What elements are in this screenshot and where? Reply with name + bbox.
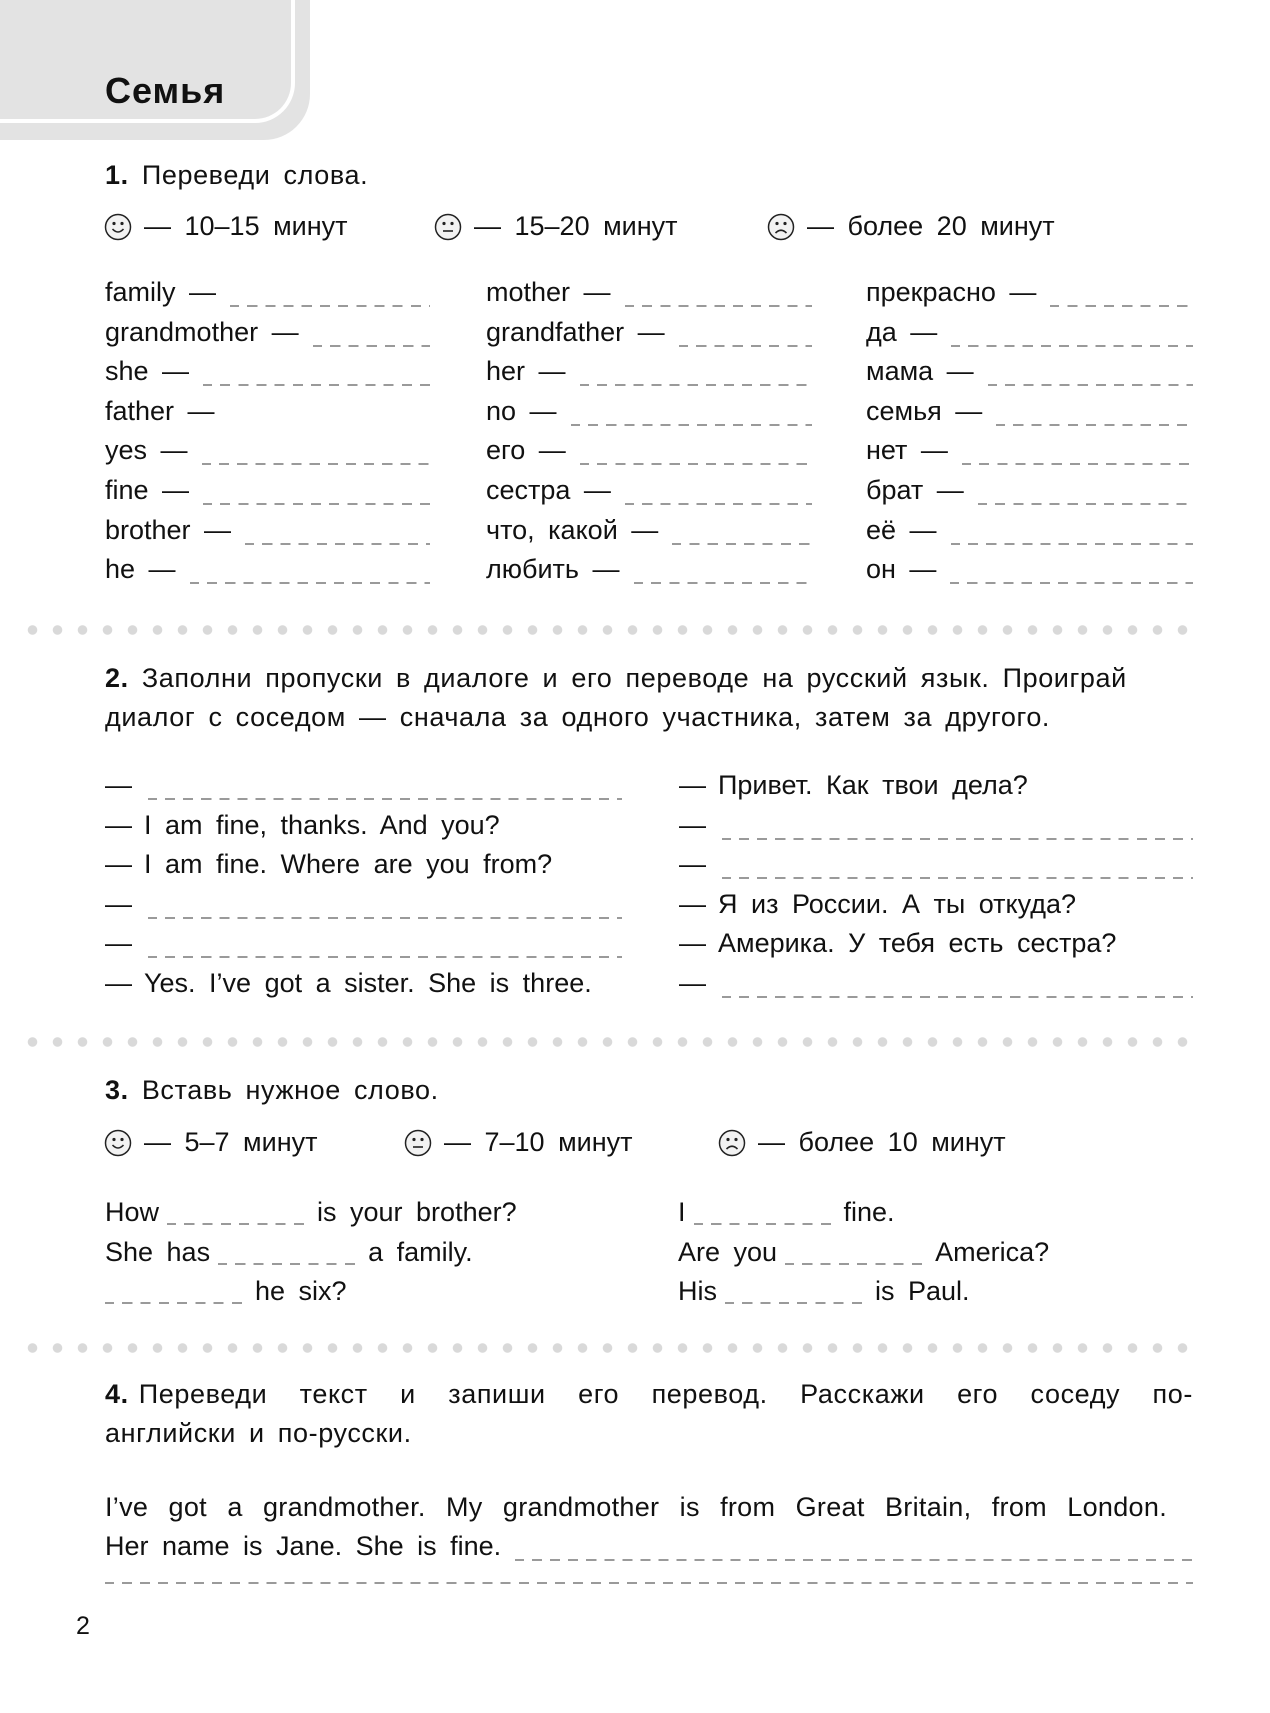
answer-blank[interactable] [105,1302,247,1304]
fill-sentence [678,1237,1049,1268]
fill-sentence [105,1197,517,1228]
answer-blank[interactable] [694,1223,836,1225]
word-label: brother — [105,514,232,545]
task2-instruction-line2: диалог с соседом — сначала за одного участника, затем за другого. [105,702,1051,732]
answer-blank[interactable] [580,463,812,465]
timing-item [718,1127,1006,1158]
timing-text: — более 10 минут [758,1127,1006,1157]
word-row [486,277,812,308]
answer-blank[interactable] [722,838,1193,840]
word-row [866,277,1193,308]
sentence-after: a family. [368,1236,473,1267]
smiley-sad-icon [767,213,795,241]
word-label: grandfather — [486,316,665,347]
sentence-before: How [105,1197,160,1227]
word-label: любить — [486,554,620,585]
answer-blank[interactable] [245,543,430,545]
dialog-dash: — [105,770,132,800]
task4-text-line2: Her name is Jane. She is fine. [105,1531,502,1561]
task3-number: 3. [105,1075,129,1105]
fill-sentence [678,1197,895,1228]
dialog-line [679,968,1193,999]
task3-heading [105,1075,439,1106]
answer-blank[interactable] [313,345,430,347]
dialog-dash: — [679,849,706,880]
timing-item [104,211,348,242]
task2-number: 2. [105,663,129,693]
answer-blank[interactable] [571,424,812,426]
timing-text: — 7–10 минут [444,1127,633,1157]
word-row [105,317,430,348]
word-label: прекрасно — [866,277,1037,307]
dialog-dash: — [105,888,132,919]
timing-item [434,211,678,242]
task3-instruction: Вставь нужное слово. [141,1075,439,1105]
task1-heading [105,160,368,191]
answer-blank[interactable] [672,543,812,545]
answer-blank[interactable] [722,996,1193,998]
answer-blank[interactable] [218,1263,360,1265]
dialog-dash: — [679,968,706,998]
dialog-dash: — [679,888,706,919]
smiley-neutral-icon [434,213,462,241]
answer-blank[interactable] [950,582,1193,584]
word-label: брат — [866,475,964,505]
word-row [486,435,812,466]
word-row [105,475,430,506]
answer-blank[interactable] [962,463,1193,465]
dialog-dash: — [105,928,132,959]
task4-answer-row [105,1576,1193,1606]
dialog-line [679,770,1193,801]
word-label: she — [105,356,190,387]
word-label: fine — [105,475,190,505]
word-label: её — [866,514,937,545]
fill-sentence [105,1276,347,1307]
word-row [486,475,812,506]
dialog-text: I am fine, thanks. And you? [144,809,500,840]
dialog-line [105,968,622,999]
dialog-dash: — [105,968,132,998]
word-label: family — [105,277,217,307]
answer-blank[interactable] [996,424,1193,426]
sentence-before: I [678,1197,686,1227]
word-row [866,515,1193,546]
word-row [105,435,430,466]
answer-blank[interactable] [951,345,1193,347]
sentence-before: She has [105,1236,211,1267]
dialog-line [105,889,622,920]
word-label: нет — [866,435,948,466]
sentence-after: fine. [843,1197,895,1227]
task4-text-line1: I’ve got a grandmother. My grandmother is from Great Britain, from London. [105,1492,1167,1522]
answer-blank[interactable] [148,798,622,800]
dialog-dash: — [679,928,706,959]
word-label: mother — [486,277,611,307]
sentence-before: Are you [678,1236,778,1267]
answer-blank[interactable] [203,384,430,386]
answer-blank[interactable] [148,917,622,919]
word-label: сестра — [486,475,611,505]
answer-blank[interactable] [634,582,813,584]
answer-blank[interactable] [725,1302,867,1304]
dialog-line [679,849,1193,880]
task4-number: 4. [105,1379,129,1409]
word-row [105,277,430,308]
dialog-line [679,928,1193,959]
word-label: grandmother — [105,316,299,347]
task4-heading [105,1379,1193,1410]
word-label: да — [866,316,938,347]
smiley-happy-icon [104,213,132,241]
timing-text: — 5–7 минут [144,1127,318,1157]
word-row [105,554,430,585]
answer-blank[interactable] [679,345,812,347]
word-label: no — [486,395,557,426]
answer-blank[interactable] [785,1263,927,1265]
word-label: he — [105,554,176,585]
word-row [486,356,812,387]
dialog-dash: — [679,809,706,840]
timing-item [767,211,1055,242]
word-row [486,515,812,546]
answer-blank[interactable] [230,305,430,307]
sentence-after: is Paul. [875,1276,970,1307]
dialog-dash: — [105,809,132,840]
word-row [105,356,430,387]
word-row [486,396,812,427]
fill-sentence [105,1237,473,1268]
answer-blank[interactable] [190,582,430,584]
word-row [866,435,1193,466]
dialog-dash: — [105,849,132,880]
dialog-text: Америка. У тебя есть сестра? [718,928,1117,959]
sentence-after: is your brother? [317,1197,517,1227]
word-label: он — [866,554,937,585]
word-row [866,396,1193,427]
section-separator [20,1343,1200,1353]
word-row [866,475,1193,506]
answer-blank[interactable] [951,543,1193,545]
dialog-line [105,849,622,880]
answer-blank[interactable] [988,384,1193,386]
word-row [486,554,812,585]
dialog-line [105,770,622,801]
task1-instruction: Переведи слова. [141,160,369,190]
answer-blank[interactable] [625,503,812,505]
answer-blank[interactable] [580,384,812,386]
word-label: yes — [105,435,188,466]
section-separator [20,625,1200,635]
page-number: 2 [76,1612,90,1640]
smiley-sad-icon [718,1129,746,1157]
word-label: семья — [866,395,983,426]
word-label: father — [105,395,215,426]
word-label: her — [486,356,566,387]
timing-text: — 10–15 минут [144,211,348,241]
dialog-line [105,810,622,841]
answer-blank[interactable] [167,1223,309,1225]
dialog-dash: — [679,770,706,800]
answer-blank[interactable] [625,305,812,307]
page-title: Семья [105,70,226,111]
word-row [486,317,812,348]
task4-instruction-line2: английски и по-русски. [105,1418,412,1448]
word-label: его — [486,435,566,466]
word-label: что, какой — [486,514,659,545]
word-label: мама — [866,356,974,387]
word-row [866,317,1193,348]
dialog-line [679,889,1193,920]
task4-text-line2-row [105,1531,1193,1562]
answer-blank[interactable] [203,503,430,505]
smiley-neutral-icon [404,1129,432,1157]
fill-sentence [678,1276,970,1307]
timing-item [104,1127,317,1158]
task2-heading [105,663,1127,694]
timing-item [404,1127,633,1158]
answer-blank[interactable] [978,503,1193,505]
dialog-text: I am fine. Where are you from? [144,849,553,880]
answer-blank[interactable] [148,956,622,958]
timing-text: — более 20 минут [807,211,1055,241]
answer-blank[interactable] [515,1559,1193,1561]
dialog-line [679,810,1193,841]
answer-blank[interactable] [105,1582,1193,1584]
dialog-line [105,928,622,959]
word-row [105,515,430,546]
smiley-happy-icon [104,1129,132,1157]
dialog-text: Привет. Как твои дела? [718,770,1028,800]
sentence-after: America? [935,1236,1050,1267]
timing-text: — 15–20 минут [474,211,678,241]
task4-instruction-line1: Переведи текст и запиши его перевод. Расскажи его соседу по- [138,1379,1193,1409]
dialog-text: Yes. I’ve got a sister. She is three. [144,968,592,998]
task2-instruction-line1: Заполни пропуски в диалоге и его переводе на русский язык. Проиграй [141,663,1127,693]
section-separator [20,1037,1200,1047]
sentence-after: he six? [255,1276,347,1307]
word-row [866,356,1193,387]
task1-number: 1. [105,160,129,190]
word-row [866,554,1193,585]
sentence-before: His [678,1276,717,1307]
answer-blank[interactable] [202,463,430,465]
answer-blank[interactable] [722,877,1193,879]
dialog-text: Я из России. А ты откуда? [718,888,1077,919]
answer-blank[interactable] [1050,305,1193,307]
word-row [105,396,430,427]
